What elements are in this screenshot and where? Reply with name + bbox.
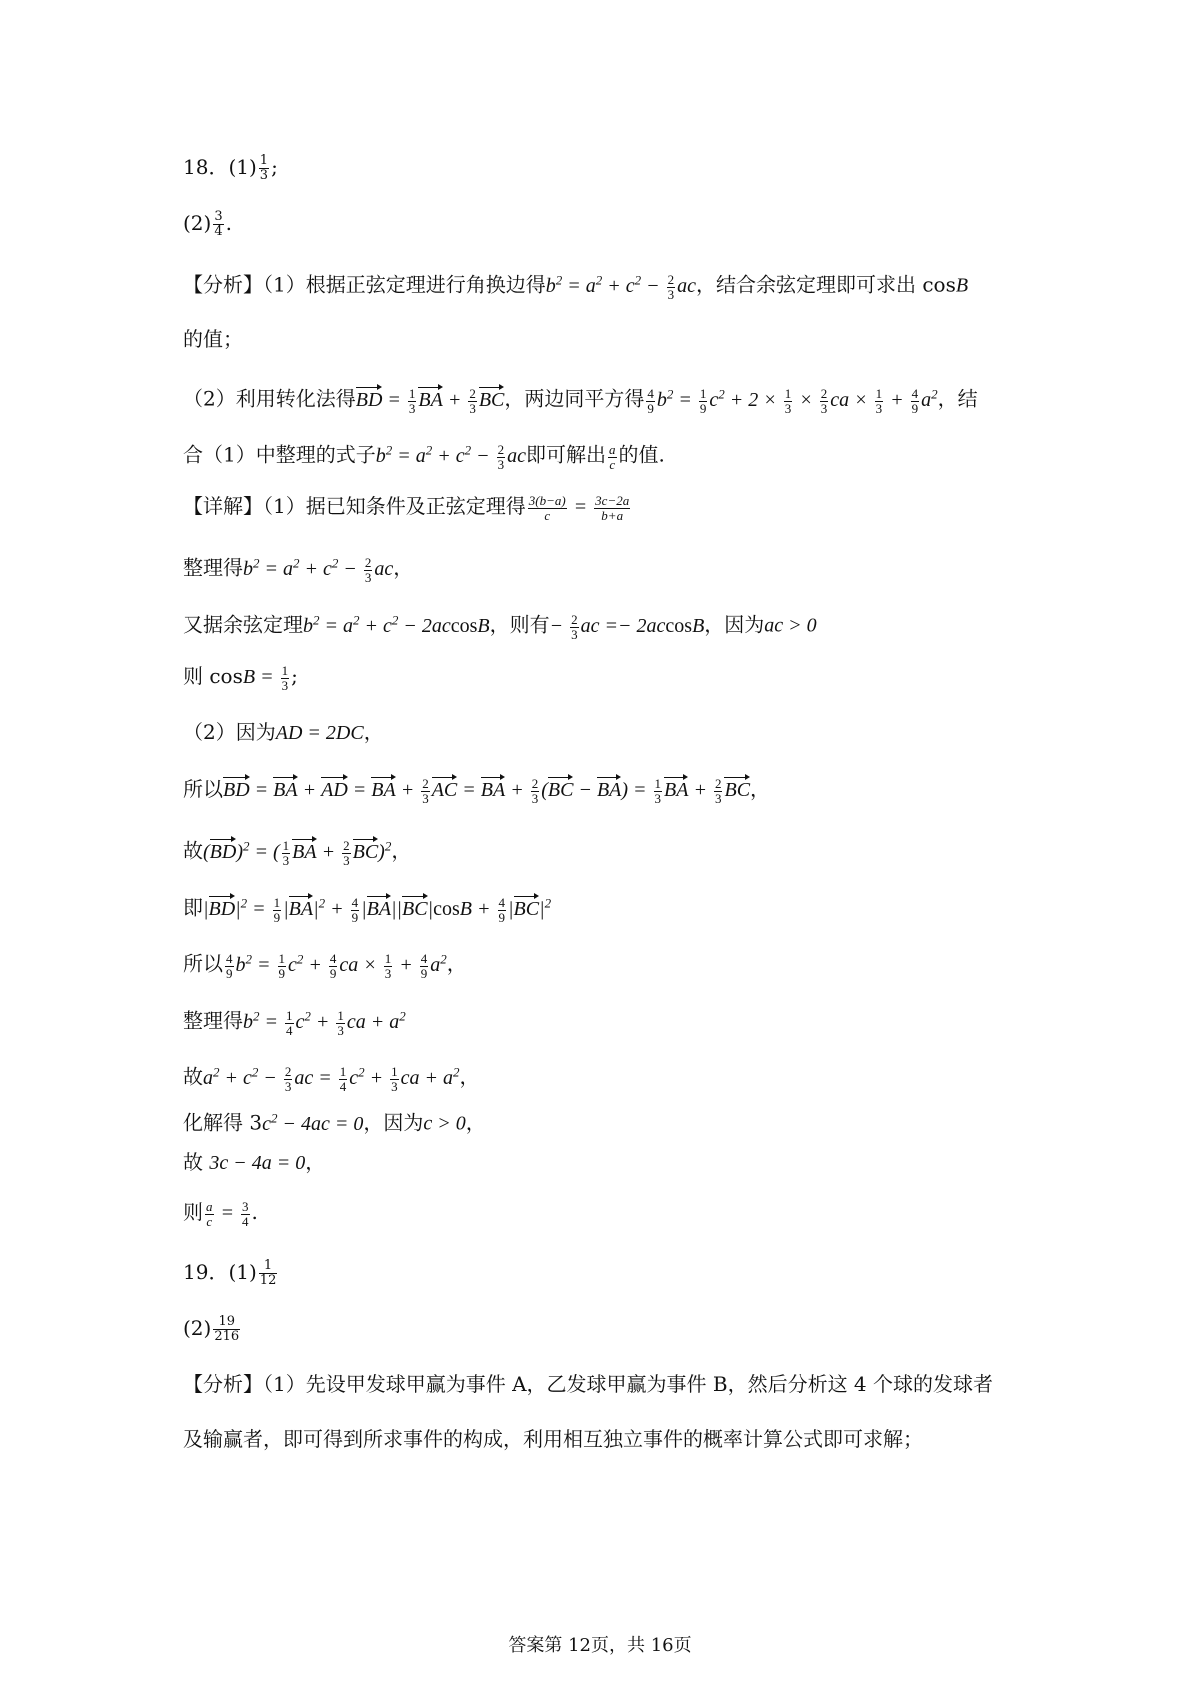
q18-detail-line9: 所以 $\frac{4}{9}$ $b^2$ = $\frac{1}{9}$ $c^2$ + $\frac{4}{9}$ ca × $\frac{1}{3}$ + $\frac{4}{9}$ $a^2$， xyxy=(183,950,467,981)
q18-detail-line2: 整理得$b^2 = a^2 + c^2$ − $\frac{2}{3}$ ac， xyxy=(183,554,414,585)
q19-answer-part2: (2) $\frac{19}{216}$ xyxy=(183,1314,240,1344)
q18-analysis-line4: 合（1）中整理的式子$b^2 = a^2 + c^2$ − $\frac{2}{3}$ ac即可解出 $\frac{a}{c}$ 的值. xyxy=(183,441,665,472)
q18-detail-line3: 又据余弦定理$b^2 = a^2 + c^2 - 2accosB$，则有− $\frac{2}{3}$ ac =− 2accosB，因为ac > 0 xyxy=(183,611,817,642)
q18-analysis-line3: （2）利用转化法得BD = $\frac{1}{3}$ BA + $\frac{2}{3}$ BC，两边同平方得 $\frac{4}{9}$ $b^2$ = $\frac{1}{9}$ $c^2 + 2$ × $\frac{1}{3}$ × $\frac{2}{3}$ ca × $\frac{1}{3}$ + $\frac{4}{9}$ $a^2$，结 xyxy=(183,385,978,416)
q19-answer-part1: 19．(1) $\frac{1}{12}$ xyxy=(183,1258,277,1288)
q18-detail-line6: 所以BD = BA + AD = BA + $\frac{2}{3}$ AC = BA + $\frac{2}{3}$ (BC − BA) = $\frac{1}{3}$ BA + $\frac{2}{3}$ BC， xyxy=(183,775,771,806)
fraction: $\frac{19}{216}$ xyxy=(214,1314,240,1344)
q18-detail-line10: 整理得$b^2$ = $\frac{1}{4}$ $c^2$ + $\frac{1}{3}$ ca + $a^2$ xyxy=(183,1007,406,1038)
fraction: $\frac{1}{3}$ xyxy=(259,153,269,183)
q18-detail-line1: 【详解】（1）据已知条件及正弦定理得 $\frac{3(b-a)}{c}$ = $\frac{3c-2a}{b+a}$ xyxy=(183,492,630,523)
q18-detail-line14: 则 $\frac{a}{c}$ = $\frac{3}{4}$ . xyxy=(183,1198,258,1229)
q19-analysis-line1: 【分析】（1）先设甲发球甲赢为事件 A，乙发球甲赢为事件 B，然后分析这 4 个球的发球者 xyxy=(183,1372,994,1396)
page-footer: 答案第 12页，共 16页 xyxy=(508,1635,692,1656)
q18-detail-line13: 故 3c − 4a = 0， xyxy=(183,1150,326,1174)
q18-detail-line11: 故$a^2 + c^2$ − $\frac{2}{3}$ ac = $\frac{1}{4}$ $c^2$ + $\frac{1}{3}$ ca + $a^2$， xyxy=(183,1063,480,1094)
q18-detail-line4: 则 cosB = $\frac{1}{3}$ ; xyxy=(183,662,298,693)
q18-answer-part1: 18．(1) $\frac{1}{3}$ ; xyxy=(183,153,278,183)
fraction: $\frac{1}{12}$ xyxy=(259,1258,277,1288)
q18-detail-line7: 故(BD)$^2$ = ( $\frac{1}{3}$ BA + $\frac{2}{3}$ BC)$^2$， xyxy=(183,837,412,868)
fraction: $\frac{3}{4}$ xyxy=(214,209,223,239)
q18-answer-part2: (2) $\frac{3}{4}$ . xyxy=(183,209,232,239)
q18-analysis-line2: 的值； xyxy=(183,327,243,351)
q18-detail-line12: 化解得 $3c^2 - 4ac = 0$，因为c > 0， xyxy=(183,1110,486,1135)
q18-analysis-line1: 【分析】（1）根据正弦定理进行角换边得$b^2 = a^2 + c^2$ − $\frac{2}{3}$ ac，结合余弦定理即可求出 cosB xyxy=(183,271,969,302)
q18-detail-line5: （2）因为AD = 2DC， xyxy=(183,720,384,744)
q19-analysis-line2: 及输赢者，即可得到所求事件的构成，利用相互独立事件的概率计算公式即可求解； xyxy=(183,1427,923,1451)
q18-detail-line8: 即$|BD|^2$ = $\frac{1}{9}$ $|BA|^2$ + $\frac{4}{9}$ |BA||BC|cosB + $\frac{4}{9}$ $|BC|^2$ xyxy=(183,894,552,925)
